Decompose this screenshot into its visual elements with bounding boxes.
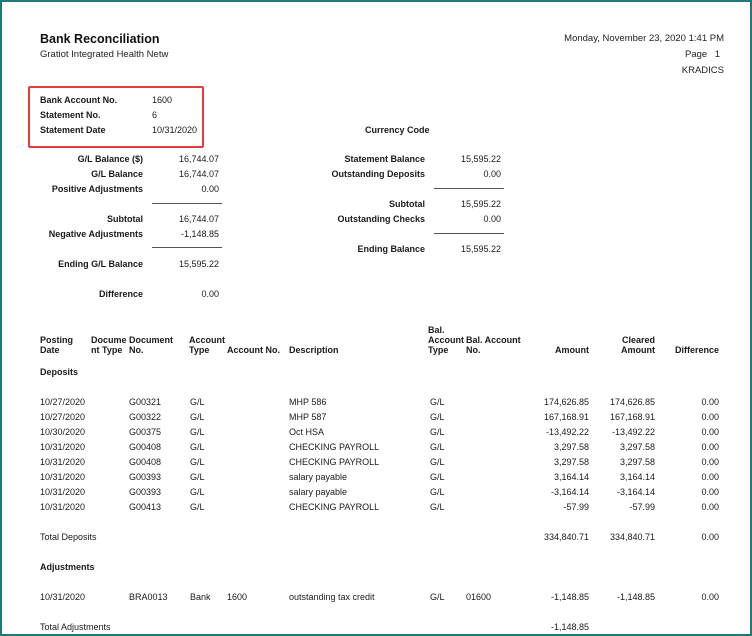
statement-date-value: 10/31/2020: [152, 125, 198, 135]
negative-adjustments-value: -1,148.85: [180, 229, 219, 239]
cell-bal-account-type: G/L: [430, 442, 445, 452]
cell-document-no: G00322: [129, 412, 162, 422]
cell-cleared-amount: -13,492.22: [611, 427, 655, 437]
cell-posting-date: 10/31/2020: [40, 592, 86, 602]
gl-balance-lcy-label: G/L Balance ($): [77, 154, 143, 164]
page-number: 1: [714, 49, 720, 60]
cell-difference: 0.00: [701, 472, 719, 482]
bank-account-no-value: 1600: [152, 95, 173, 105]
cell-amount: -57.99: [563, 502, 589, 512]
cell-amount: 174,626.85: [543, 397, 589, 407]
col-difference: Difference: [674, 345, 719, 355]
cell-cleared-amount: 3,164.14: [619, 472, 655, 482]
cell-account-type: G/L: [190, 397, 205, 407]
cell-bal-account-type: G/L: [430, 427, 445, 437]
col-description: Description: [289, 345, 339, 355]
cell-bal-account-type: G/L: [430, 472, 445, 482]
cell-posting-date: 10/31/2020: [40, 442, 86, 452]
outstanding-deposits-label: Outstanding Deposits: [331, 169, 425, 179]
cell-cleared-amount: -1,148.85: [616, 592, 655, 602]
cell-document-no: G00393: [129, 472, 162, 482]
cell-posting-date: 10/31/2020: [40, 487, 86, 497]
total-deposits-amount: 334,840.71: [543, 532, 589, 542]
outstanding-checks-value: 0.00: [483, 214, 501, 224]
page-label: Page: [685, 49, 708, 60]
cell-posting-date: 10/31/2020: [40, 457, 86, 467]
cell-difference: 0.00: [701, 487, 719, 497]
report-user: KRADICS: [681, 65, 724, 76]
cell-bal-account-type: G/L: [430, 487, 445, 497]
cell-posting-date: 10/30/2020: [40, 427, 86, 437]
cell-description: CHECKING PAYROLL: [289, 442, 380, 452]
cell-account-no: 1600: [227, 592, 248, 602]
divider-line: [152, 203, 222, 204]
cell-bal-account-type: G/L: [430, 502, 445, 512]
cell-difference: 0.00: [701, 457, 719, 467]
cell-bal-account-type: G/L: [430, 457, 445, 467]
outstanding-deposits-value: 0.00: [483, 169, 501, 179]
cell-cleared-amount: -3,164.14: [616, 487, 655, 497]
cell-bal-account-type: G/L: [430, 397, 445, 407]
statement-balance-value: 15,595.22: [460, 154, 501, 164]
col-bal-account-no: Bal. Account No.: [466, 335, 521, 355]
cell-account-type: G/L: [190, 487, 205, 497]
currency-code-label: Currency Code: [365, 125, 430, 135]
cell-amount: -3,164.14: [550, 487, 589, 497]
gl-balance-lcy-value: 16,744.07: [178, 154, 219, 164]
statement-subtotal-label: Subtotal: [389, 199, 425, 209]
cell-description: Oct HSA: [289, 427, 325, 437]
ending-balance-value: 15,595.22: [460, 244, 501, 254]
cell-description: salary payable: [289, 472, 348, 482]
col-bal-account-type: Bal. Account Type: [428, 325, 464, 355]
cell-difference: 0.00: [701, 502, 719, 512]
gl-balance-label: G/L Balance: [91, 169, 143, 179]
cell-amount: -1,148.85: [550, 592, 589, 602]
cell-difference: 0.00: [701, 397, 719, 407]
total-adjustments-amount: -1,148.85: [550, 622, 589, 632]
cell-posting-date: 10/27/2020: [40, 397, 86, 407]
cell-description: salary payable: [289, 487, 348, 497]
cell-cleared-amount: 174,626.85: [609, 397, 655, 407]
difference-value: 0.00: [201, 289, 219, 299]
col-amount: Amount: [555, 345, 589, 355]
positive-adjustments-value: 0.00: [201, 184, 219, 194]
cell-amount: 3,297.58: [553, 457, 589, 467]
cell-amount: 3,297.58: [553, 442, 589, 452]
cell-bal-account-type: G/L: [430, 412, 445, 422]
cell-document-no: G00375: [129, 427, 162, 437]
adjustments-section-label: Adjustments: [40, 562, 95, 572]
statement-balance-label: Statement Balance: [344, 154, 425, 164]
cell-difference: 0.00: [701, 412, 719, 422]
cell-document-no: G00321: [129, 397, 162, 407]
cell-account-type: G/L: [190, 412, 205, 422]
statement-date-label: Statement Date: [40, 125, 106, 135]
cell-difference: 0.00: [701, 442, 719, 452]
gl-subtotal-value: 16,744.07: [178, 214, 219, 224]
statement-no-label: Statement No.: [40, 110, 101, 120]
total-adjustments-label: Total Adjustments: [40, 622, 111, 632]
cell-account-type: G/L: [190, 442, 205, 452]
negative-adjustments-label: Negative Adjustments: [48, 229, 143, 239]
col-posting-date: Posting Date: [40, 335, 73, 355]
cell-account-type: G/L: [190, 472, 205, 482]
cell-difference: 0.00: [701, 592, 719, 602]
cell-document-no: G00408: [129, 457, 162, 467]
gl-subtotal-label: Subtotal: [107, 214, 143, 224]
cell-document-no: G00408: [129, 442, 162, 452]
bank-account-no-label: Bank Account No.: [40, 95, 118, 105]
statement-no-value: 6: [152, 110, 158, 120]
total-deposits-label: Total Deposits: [40, 532, 97, 542]
positive-adjustments-label: Positive Adjustments: [51, 184, 143, 194]
total-deposits-difference: 0.00: [701, 532, 719, 542]
divider-line: [434, 233, 504, 234]
cell-cleared-amount: 3,297.58: [619, 457, 655, 467]
cell-description: CHECKING PAYROLL: [289, 457, 380, 467]
divider-line: [152, 247, 222, 248]
cell-bal-account-no: 01600: [466, 592, 492, 602]
cell-amount: -13,492.22: [545, 427, 589, 437]
cell-bal-account-type: G/L: [430, 592, 445, 602]
report-datetime: Monday, November 23, 2020 1:41 PM: [564, 33, 724, 44]
cell-account-type: Bank: [190, 592, 211, 602]
report-title: Bank Reconciliation: [40, 32, 160, 46]
cell-description: MHP 586: [289, 397, 327, 407]
statement-subtotal-value: 15,595.22: [460, 199, 501, 209]
cell-document-no: G00393: [129, 487, 162, 497]
cell-document-no: BRA0013: [129, 592, 168, 602]
total-deposits-cleared: 334,840.71: [609, 532, 655, 542]
cell-cleared-amount: 167,168.91: [609, 412, 655, 422]
cell-posting-date: 10/27/2020: [40, 412, 86, 422]
cell-amount: 167,168.91: [543, 412, 589, 422]
cell-posting-date: 10/31/2020: [40, 472, 86, 482]
cell-posting-date: 10/31/2020: [40, 502, 86, 512]
cell-account-type: G/L: [190, 457, 205, 467]
cell-description: CHECKING PAYROLL: [289, 502, 380, 512]
cell-amount: 3,164.14: [553, 472, 589, 482]
col-cleared-amount: Cleared Amount: [621, 335, 655, 355]
cell-account-type: G/L: [190, 502, 205, 512]
deposits-section-label: Deposits: [40, 367, 79, 377]
col-account-no: Account No.: [227, 345, 280, 355]
cell-document-no: G00413: [129, 502, 162, 512]
cell-difference: 0.00: [701, 427, 719, 437]
ending-balance-label: Ending Balance: [357, 244, 425, 254]
outstanding-checks-label: Outstanding Checks: [337, 214, 425, 224]
ending-gl-balance-label: Ending G/L Balance: [58, 259, 143, 269]
cell-cleared-amount: -57.99: [629, 502, 655, 512]
cell-account-type: G/L: [190, 427, 205, 437]
col-document-no: Document No.: [129, 335, 174, 355]
cell-description: MHP 587: [289, 412, 327, 422]
divider-line: [434, 188, 504, 189]
cell-description: outstanding tax credit: [289, 592, 375, 602]
company-name: Gratiot Integrated Health Netw: [40, 49, 169, 60]
col-account-type: Account Type: [189, 335, 225, 355]
cell-cleared-amount: 3,297.58: [619, 442, 655, 452]
gl-balance-value: 16,744.07: [178, 169, 219, 179]
col-document-type: Document Type: [91, 335, 127, 355]
difference-label: Difference: [98, 289, 143, 299]
ending-gl-balance-value: 15,595.22: [178, 259, 219, 269]
